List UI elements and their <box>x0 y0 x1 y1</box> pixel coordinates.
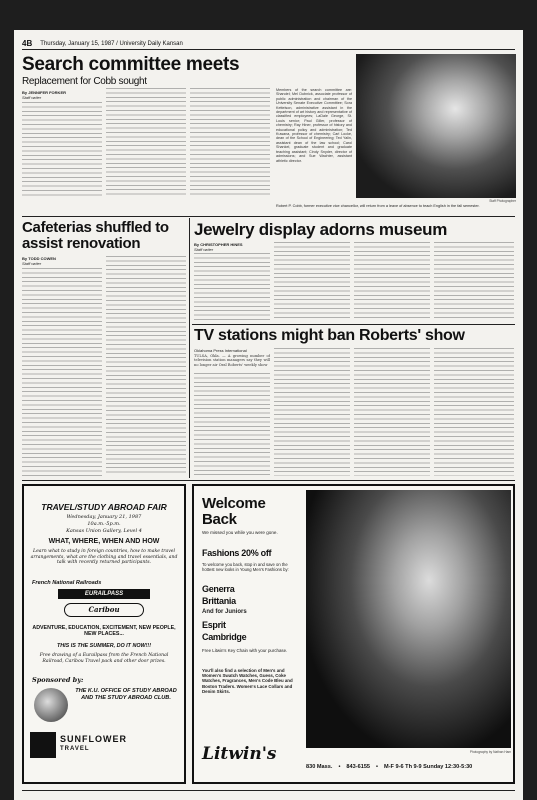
divider-horizontal-3 <box>22 480 515 481</box>
model-photo-credit: Photography by Nathan Ham <box>469 750 511 754</box>
tv-body-column-4 <box>434 348 514 476</box>
travel-fair-time: 10a.m.-5p.m. <box>87 521 121 527</box>
travel-sponsor: THE K.U. OFFICE OF STUDY ABROAD AND THE STUDY ABROAD CLUB. <box>75 688 177 701</box>
travel-slogan: THIS IS THE SUMMER, DO IT NOW!!! <box>56 643 152 649</box>
jewelry-body-column-4 <box>434 242 514 321</box>
cobb-photo <box>356 54 516 198</box>
page-folio <box>22 38 515 50</box>
cafeterias-body-column-1 <box>22 268 102 476</box>
divider-vertical-1 <box>189 218 190 478</box>
jewelry-headline: Jewelry display adorns museum <box>194 220 448 239</box>
sunflower-travel-logo <box>30 732 56 758</box>
litwins-contact-bar <box>306 758 511 776</box>
travel-fair-location: Kansas Union Gallery, Level 4 <box>66 528 142 534</box>
cobb-photo-credit: Staff Photographer <box>489 199 516 203</box>
litwins-welcome-sub: We missed you while you were gone. <box>202 530 278 535</box>
litwins-hours: M-F 9-6 Th 9-9 Sunday 12:30-5:30 <box>384 764 473 770</box>
tv-byline: Oklahoma Press International <box>194 348 247 353</box>
search-body-column-3 <box>190 88 270 198</box>
litwins-address: 830 Mass. <box>306 764 333 770</box>
tv-body-column-2 <box>274 348 350 476</box>
search-byline-title: Staff writer <box>22 95 42 100</box>
litwins-welcome: Welcome Back <box>202 495 266 528</box>
travel-fair-body: Learn what to study in foreign countries, how to make travel arrangements, what are the clothing and travel essentials, and talk with recently returned participants. <box>30 549 178 566</box>
litwins-offer: Fashions 20% off <box>202 548 272 558</box>
model-photo <box>306 490 511 748</box>
tv-body-column-3 <box>354 348 430 476</box>
search-headline: Search committee meets <box>22 54 240 75</box>
sunflower-footer-name: SUNFLOWER <box>60 734 127 744</box>
tv-lede: TULSA, Okla. — A growing number of television station managers say they will no longer air Oral Roberts' weekly show <box>194 354 270 367</box>
globe-icon <box>34 688 68 722</box>
travel-adventure: ADVENTURE, EDUCATION, EXCITEMENT, NEW PEOPLE, NEW PLACES... <box>32 625 176 638</box>
caribou-logo: Caribou <box>64 603 144 617</box>
search-byline: By JENNIFER FORKER <box>22 90 67 95</box>
travel-giveaway: Free drawing of a Eurailpass from the French National Railroad, Caribou Travel pack and other door prizes. <box>39 653 169 664</box>
hours-bullet: • <box>376 764 379 770</box>
litwins-ad <box>192 484 515 784</box>
brand-esprit: Esprit <box>202 620 226 630</box>
sponsored-by-label: Sponsored by: <box>32 676 84 684</box>
litwins-offer-detail: To welcome you back, stop in and save on the hottest new looks in Young Men's Fashions by: <box>202 562 289 573</box>
divider-horizontal-1 <box>22 216 515 217</box>
travel-fair-ad <box>22 484 186 784</box>
search-body-column-2 <box>106 88 186 198</box>
tv-body-column-1 <box>194 373 270 476</box>
brand-generra: Generra <box>202 584 235 594</box>
jewelry-byline: By CHRISTOPHER HINES <box>194 242 243 247</box>
dateline: Thursday, January 15, 1987 / University Daily Kansan <box>40 40 183 47</box>
search-sidebar-members: Members of the search committee are: Shandel; Mel Dubnick, associate professor of public administration and chairman of the University Senate Executive Committee; Sora Kettelson, administrative assistant in the department of art history and representative of classified employees; LaDale George, St. Louis senior; Paul Giller, professor of chemistry; Ray Hiner, professor of history and educational policy and administration; Ted Kuwana, professor of chemistry; Carl Locke, dean of the School of Engineering; Ted Yalin, assistant dean of the law school; Carol Shankel, graduate student and graduate teaching assistant; Cindy Snyder, director of admissions; and Sue Wachter, assistant athletic director. <box>276 88 352 163</box>
tv-headline: TV stations might ban Roberts' show <box>194 327 465 344</box>
jewelry-byline-title: Staff writer <box>194 247 214 252</box>
jewelry-body-column-3 <box>354 242 430 321</box>
jewelry-body-column-1 <box>194 253 270 321</box>
phone-bullet: • <box>338 764 341 770</box>
page-bottom-rule <box>22 790 515 791</box>
newspaper-page <box>14 30 523 800</box>
brand-brittania: Brittania <box>202 596 236 606</box>
rail-name: French National Railroads <box>32 580 102 586</box>
divider-horizontal-2 <box>192 324 515 325</box>
search-body-column-1 <box>22 102 102 198</box>
jewelry-body-column-2 <box>274 242 350 321</box>
litwins-logo: Litwin's <box>202 744 277 764</box>
litwins-juniors: And for Juniors <box>202 609 247 615</box>
litwins-selection: You'll also find a selection of Men's and Women's Swatch Watches, Guess, Coke Watches, Fragrances, Men's Code Bleu and Boston Traders. Women's Lace Collars and Denim Skirts. <box>202 668 293 694</box>
litwins-phone: 843-6155 <box>346 764 371 770</box>
brand-cambridge: Cambridge <box>202 632 247 642</box>
cafeterias-body-column-2 <box>106 256 186 476</box>
travel-fair-tagline: WHAT, WHERE, WHEN AND HOW <box>48 538 160 545</box>
litwins-free-offer: Free Litwin's Key Chain with your purchase. <box>202 648 288 653</box>
cafeterias-byline-title: Staff writer <box>22 261 42 266</box>
travel-fair-title: TRAVEL/STUDY ABROAD FAIR <box>41 502 167 512</box>
cobb-photo-caption: Robert P. Cobb, former executive vice chancellor, will return from a leave of absence to teach English in the fall semester. <box>276 204 480 208</box>
cafeterias-byline: By TODD COWEN <box>22 256 56 261</box>
travel-fair-date: Wednesday, January 21, 1987 <box>66 514 142 520</box>
cafeterias-headline: Cafeterias shuffled to assist renovation <box>22 219 169 252</box>
search-subhead: Replacement for Cobb sought <box>22 76 147 87</box>
eurailpass-logo: EURAILPASS <box>58 589 150 599</box>
sunflower-footer-sub: TRAVEL <box>60 746 90 752</box>
page-number: 4B <box>22 39 33 48</box>
